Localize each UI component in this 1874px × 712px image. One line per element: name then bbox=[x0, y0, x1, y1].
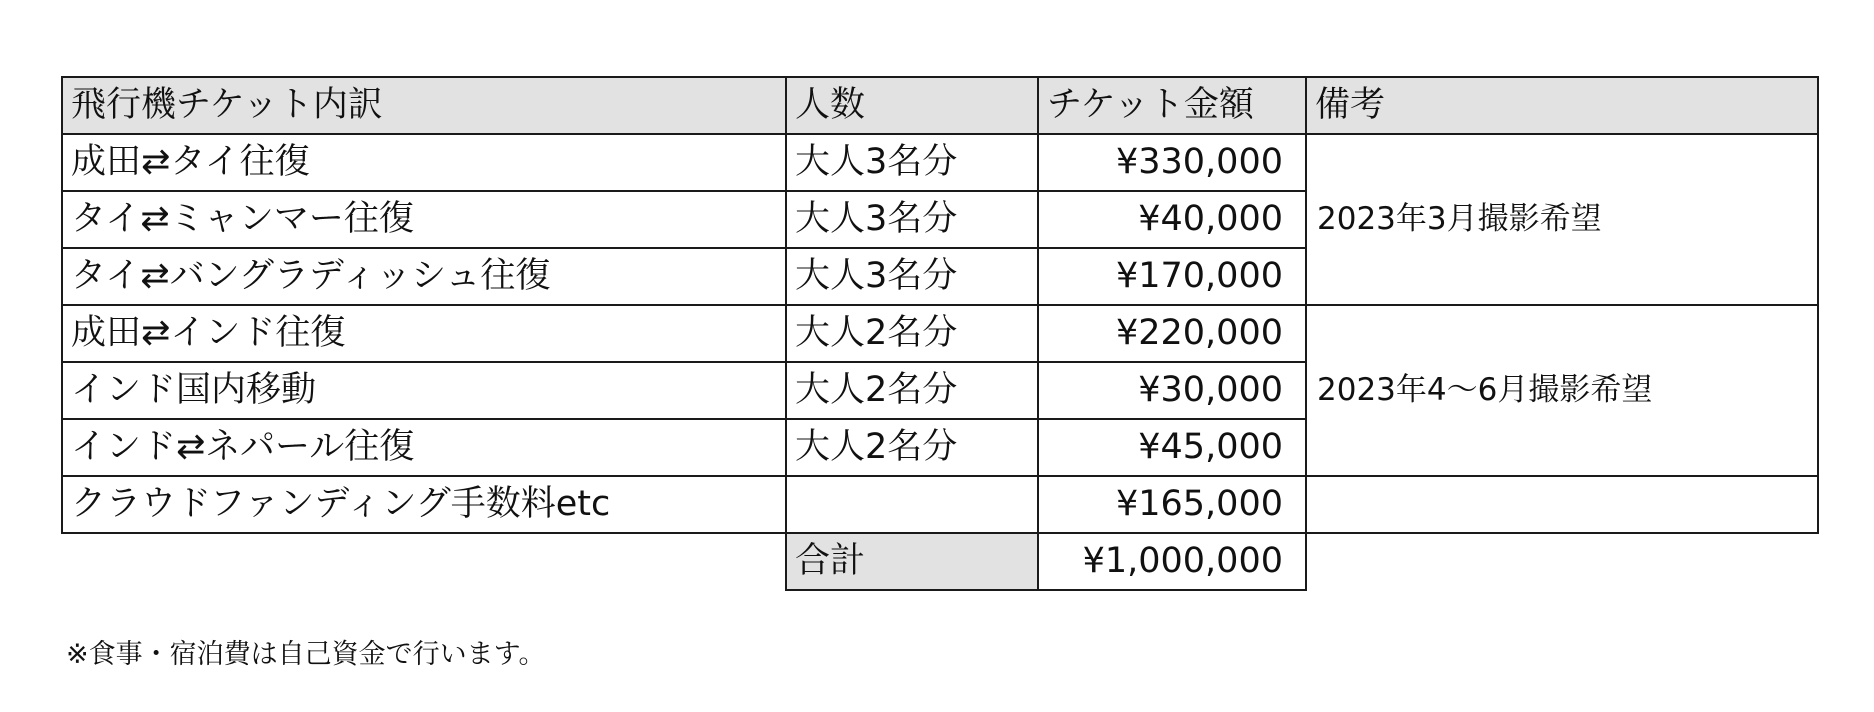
header-people: 人数 bbox=[786, 77, 1038, 134]
route-cell: 成田⇄インド往復 bbox=[62, 305, 786, 362]
route-cell: タイ⇄ミャンマー往復 bbox=[62, 191, 786, 248]
people-cell bbox=[786, 476, 1038, 533]
route-cell: タイ⇄バングラディッシュ往復 bbox=[62, 248, 786, 305]
header-breakdown: 飛行機チケット内訳 bbox=[62, 77, 786, 134]
people-cell: 大人3名分 bbox=[786, 248, 1038, 305]
people-cell: 大人2名分 bbox=[786, 419, 1038, 476]
people-cell: 大人2名分 bbox=[786, 362, 1038, 419]
total-spacer bbox=[1306, 533, 1818, 590]
ticket-cost-table bbox=[61, 76, 1819, 591]
amount-cell: ¥30,000 bbox=[1038, 362, 1306, 419]
table-row bbox=[62, 305, 1818, 362]
note-cell: 2023年4～6月撮影希望 bbox=[1306, 305, 1818, 476]
amount-cell: ¥170,000 bbox=[1038, 248, 1306, 305]
amount-cell: ¥45,000 bbox=[1038, 419, 1306, 476]
amount-cell: ¥165,000 bbox=[1038, 476, 1306, 533]
people-cell: 大人3名分 bbox=[786, 134, 1038, 191]
total-row bbox=[62, 533, 1818, 590]
table-row bbox=[62, 476, 1818, 533]
note-cell: 2023年3月撮影希望 bbox=[1306, 134, 1818, 305]
note-cell bbox=[1306, 476, 1818, 533]
header-notes: 備考 bbox=[1306, 77, 1818, 134]
total-spacer bbox=[62, 533, 786, 590]
table-row bbox=[62, 134, 1818, 191]
amount-cell: ¥40,000 bbox=[1038, 191, 1306, 248]
route-cell: クラウドファンディング手数料etc bbox=[62, 476, 786, 533]
people-cell: 大人2名分 bbox=[786, 305, 1038, 362]
total-amount: ¥1,000,000 bbox=[1038, 533, 1306, 590]
amount-cell: ¥220,000 bbox=[1038, 305, 1306, 362]
table-header-row bbox=[62, 77, 1818, 134]
route-cell: インド⇄ネパール往復 bbox=[62, 419, 786, 476]
header-amount: チケット金額 bbox=[1038, 77, 1306, 134]
route-cell: インド国内移動 bbox=[62, 362, 786, 419]
route-cell: 成田⇄タイ往復 bbox=[62, 134, 786, 191]
total-label: 合計 bbox=[786, 533, 1038, 590]
footnote: ※食事・宿泊費は自己資金で行います。 bbox=[66, 639, 546, 670]
people-cell: 大人3名分 bbox=[786, 191, 1038, 248]
amount-cell: ¥330,000 bbox=[1038, 134, 1306, 191]
